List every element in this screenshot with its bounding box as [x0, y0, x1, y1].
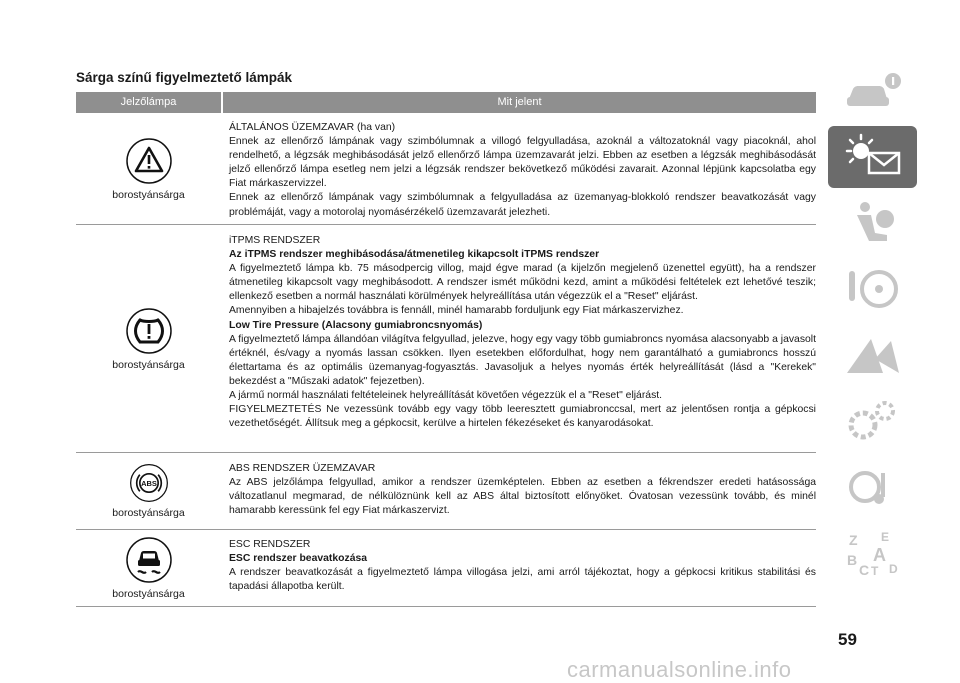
esc-icon [125, 536, 173, 584]
tab-car-info[interactable] [828, 60, 917, 122]
table-row [76, 113, 816, 225]
tab-maintenance[interactable] [828, 390, 917, 452]
meaning-line: A jármű normál használati feltételeinek helyreállítását követően végezzük el a "Reset" eljárást. [229, 390, 663, 402]
abs-icon [129, 463, 169, 503]
meaning-heading: Low Tire Pressure (Alacsony gumiabroncsnyomás) [229, 319, 483, 331]
meaning-heading: Az iTPMS rendszer meghibásodása/átmenetileg kikapcsolt iTPMS rendszer [229, 249, 600, 261]
meaning-heading: ESC rendszer beavatkozása [229, 553, 368, 565]
lamp-color-label: borostyánsárga [112, 507, 185, 519]
maintenance-icon [841, 395, 905, 447]
meaning-line: A rendszer beavatkozását a figyelmeztető lámpa villogása jelzi, ami arról tájékoztat, hogy a gépkocsi kritikus stabilitási és tapadási állapotba került. [229, 567, 816, 593]
warning-lights-table [76, 92, 816, 607]
multimedia-icon [841, 461, 905, 513]
table-row [76, 453, 816, 530]
svg-text:B: B [846, 552, 857, 568]
tire-pressure-icon [125, 307, 173, 355]
meaning-line: A figyelmeztető lámpa állandóan világítva felgyullad, jelezve, hogy egy vagy több gumiabroncs nyomása alacsonyabb a javasolt értéknél, és/vagy a nyomás lassan csökken. Ilyen esetekben előfordulhat, hogy nem garantálható a gumiabroncs hosszú élettartama és az optimális üzemanyag-fogyasztás. Javasoljuk a helyes nyomás érték helyreállítását (lásd a "Kerekek" bekezdést a "Műszaki adatok" fejezetben). [229, 333, 816, 387]
tab-multimedia[interactable] [828, 456, 917, 518]
safety-seat-icon [841, 197, 905, 249]
car-info-icon [841, 65, 905, 117]
svg-text:A: A [872, 545, 886, 565]
header-meaning: Mit jelent [497, 96, 542, 108]
meaning-line: ESC RENDSZER [229, 539, 311, 550]
meaning-line: Amennyiben a hibajelzés továbbra is fennáll, minél hamarabb forduljunk egy Fiat márkaszervizhez. [229, 305, 684, 317]
lamp-color-label: borostyánsárga [112, 588, 185, 600]
tab-emergency[interactable] [828, 324, 917, 386]
meaning-cell [221, 225, 816, 452]
meaning-line: FIGYELMEZTETÉS Ne vezessünk tovább egy vagy több leeresztett gumiabronccsal, mert az jelentősen rontja a gépkocsi vezethetőségét. Állítsuk meg a gépkocsit, kerülve a hirtelen fékezéseket és kanyarodásokat. [229, 404, 816, 430]
meaning-line: ABS RENDSZER ÜZEMZAVAR [229, 463, 376, 474]
tab-index[interactable] [828, 522, 917, 584]
tab-warning-lights[interactable] [828, 126, 917, 188]
lamp-cell [76, 225, 221, 452]
svg-text:C: C [858, 562, 869, 578]
watermark: carmanualsonline.info [567, 657, 792, 682]
meaning-cell [221, 453, 816, 529]
lamp-cell [76, 530, 221, 606]
warning-lights-icon [841, 131, 905, 183]
meaning-line: Az ABS jelzőlámpa felgyullad, amikor a rendszer üzemképtelen. Ebben az esetben a fékrendszer eredeti hatásossága változatlanul megmarad, de nélkülöznünk kell az ABS által biztosított előnyöket. Óvatosan vezessünk tovább, és minél hamarabb keressünk fel egy Fiat márkaszervizt. [229, 477, 816, 517]
lamp-cell [76, 113, 221, 224]
svg-text:Z: Z [848, 532, 858, 548]
meaning-line: iTPMS RENDSZER [229, 235, 321, 246]
roadside-emergency-icon [841, 329, 905, 381]
index-icon [841, 527, 905, 579]
general-warning-icon [125, 137, 173, 185]
chapter-tabs [828, 60, 917, 588]
abs-icon-text: ABS [140, 478, 157, 488]
tab-safety[interactable] [828, 192, 917, 254]
meaning-line: Ennek az ellenőrző lámpának vagy szimbólumnak a felgyulladása az üzemanyag-blokkoló rendszer beavatkozását vagy problémáját, vagy a motorolaj nyomásérzékelő üzemzavarát jelezheti. [229, 192, 816, 218]
table-row [76, 225, 816, 453]
meaning-line: Ennek az ellenőrző lámpának vagy szimbólumnak a villogó felgyulladása, azoknál a változatoknál vagy piacoknál, ahol rendelhető, a légzsák meghibásodását jelző ellenőrző lámpa üzemzavarát jelzi. Ebben az esetben a légzsák meghibásodását jelző ellenőrző lámpa esetleg nem jelzi a légzsák rendszer bekövetkező működési zavarait. Azonnal lépjünk kapcsolatba egy Fiat márkaszervizzel. [229, 136, 816, 190]
tab-starting-driving[interactable] [828, 258, 917, 320]
header-lamp: Jelzőlámpa [76, 92, 223, 113]
page-title: Sárga színű figyelmeztető lámpák [76, 70, 293, 85]
table-header [76, 92, 816, 113]
table-row [76, 530, 816, 607]
svg-text:E: E [880, 530, 889, 544]
lamp-color-label: borostyánsárga [112, 188, 185, 201]
svg-text:D: D [888, 562, 898, 576]
meaning-line: ÁLTALÁNOS ÜZEMZAVAR (ha van) [229, 122, 396, 133]
meaning-cell [221, 113, 816, 224]
meaning-line: A figyelmeztető lámpa kb. 75 másodpercig villog, majd égve marad (a kijelzőn megjelenő üzenettel együtt), ha a rendszer átmenetileg kikapcsolt vagy meghibásodott. A rendszer ismét működni kezd, amint a működési feltételek ezt lehetővé teszik; ellenkező esetben a normál használati körülmények helyreállítása után végezzük el a "Reset" eljárást. [229, 263, 816, 303]
steering-wheel-icon [841, 263, 905, 315]
svg-text:T: T [870, 564, 878, 578]
lamp-cell [76, 453, 221, 529]
lamp-color-label: borostyánsárga [112, 358, 185, 371]
page-number: 59 [838, 630, 857, 649]
meaning-cell [221, 530, 816, 606]
